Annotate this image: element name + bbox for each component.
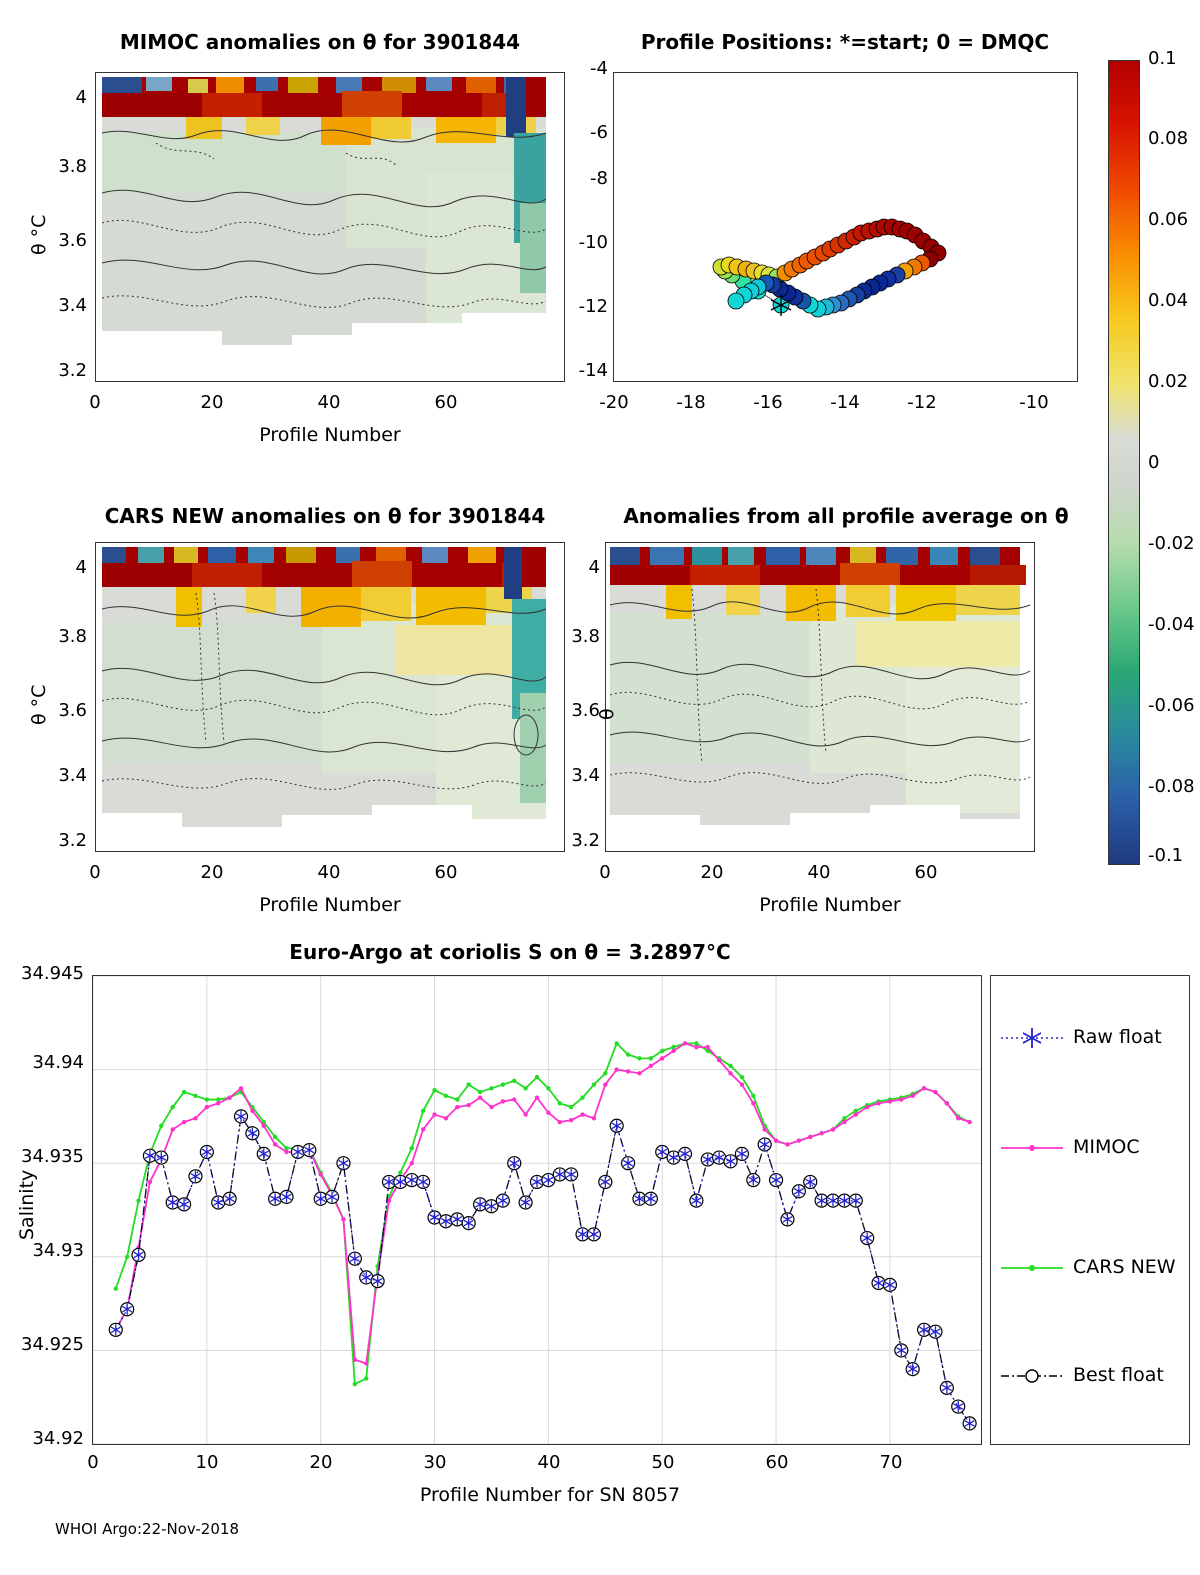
- mimoc-ytick-3: 3.8: [58, 156, 87, 177]
- mimoc-heatmap: [96, 73, 564, 381]
- salinity-xtick-6: 60: [765, 1452, 789, 1473]
- mimoc-ytick-0: 3.2: [58, 360, 87, 381]
- allprof-ytick-4: 4: [588, 557, 600, 578]
- cars-xlabel: Profile Number: [259, 894, 401, 916]
- mimoc-xtick-0: 0: [89, 392, 101, 413]
- mimoc-title: MIMOC anomalies on θ for 3901844: [119, 30, 521, 54]
- allprof-xlabel: Profile Number: [759, 894, 901, 916]
- cars-ytick-1: 3.4: [58, 765, 87, 786]
- mimoc-plot-area: [95, 72, 565, 382]
- cars-xtick-0: 0: [89, 862, 101, 883]
- cars-title: CARS NEW anomalies on θ for 3901844: [104, 504, 546, 528]
- allprof-ytick-1: 3.4: [571, 765, 600, 786]
- mimoc-ytick-2: 3.6: [58, 230, 87, 251]
- allprof-xtick-2: 40: [807, 862, 831, 883]
- mimoc-ytick-1: 3.4: [58, 295, 87, 316]
- colorbar-tick-7: -0.04: [1148, 614, 1195, 635]
- allprof-xtick-3: 60: [914, 862, 938, 883]
- allprof-ytick-3: 3.8: [571, 626, 600, 647]
- positions-xtick-3: -14: [830, 392, 860, 413]
- positions-xtick-4: -12: [907, 392, 937, 413]
- colorbar-tick-0: 0.1: [1148, 48, 1177, 69]
- positions-scatter: [614, 73, 1077, 381]
- colorbar-tick-3: 0.04: [1148, 290, 1189, 311]
- colorbar-tick-8: -0.06: [1148, 695, 1195, 716]
- colorbar-tick-1: 0.08: [1148, 128, 1189, 149]
- allprof-xtick-0: 0: [599, 862, 611, 883]
- cars-ytick-4: 4: [75, 557, 87, 578]
- salinity-xtick-1: 10: [195, 1452, 219, 1473]
- colorbar-tick-4: 0.02: [1148, 371, 1189, 392]
- positions-xtick-5: -10: [1019, 392, 1049, 413]
- colorbar-tick-9: -0.08: [1148, 776, 1195, 797]
- cars-xtick-3: 60: [434, 862, 458, 883]
- allprof-ytick-2: 3.6: [571, 700, 600, 721]
- cars-ytick-2: 3.6: [58, 700, 87, 721]
- legend-label-mimoc: MIMOC: [1073, 1136, 1140, 1158]
- colorbar-tick-10: -0.1: [1148, 845, 1184, 866]
- cars-xtick-1: 20: [200, 862, 224, 883]
- salinity-ytick-4: 34.94: [32, 1052, 84, 1073]
- allprof-heatmap: [606, 543, 1034, 851]
- positions-ytick-3: -8: [590, 168, 608, 189]
- positions-ytick-1: -12: [578, 296, 608, 317]
- mimoc-xlabel: Profile Number: [259, 424, 401, 446]
- colorbar-tick-2: 0.06: [1148, 209, 1189, 230]
- salinity-ytick-0: 34.92: [32, 1428, 84, 1449]
- cars-ytick-3: 3.8: [58, 626, 87, 647]
- positions-ytick-5: -4: [590, 58, 608, 79]
- positions-ytick-4: -6: [590, 122, 608, 143]
- legend-label-cars-new: CARS NEW: [1073, 1256, 1176, 1278]
- salinity-xtick-4: 40: [537, 1452, 561, 1473]
- mimoc-ylabel: θ °C: [28, 214, 50, 255]
- salinity-series: [93, 976, 981, 1444]
- colorbar-gradient: [1108, 60, 1140, 865]
- positions-plot-area: [613, 72, 1078, 382]
- allprof-title: Anomalies from all profile average on θ: [623, 504, 1069, 528]
- salinity-xtick-0: 0: [87, 1452, 99, 1473]
- cars-ytick-0: 3.2: [58, 830, 87, 851]
- mimoc-xtick-1: 20: [200, 392, 224, 413]
- allprof-ytick-0: 3.2: [571, 830, 600, 851]
- cars-xtick-2: 40: [317, 862, 341, 883]
- allprof-ylabel: θ: [596, 708, 618, 720]
- salinity-ylabel: Salinity: [16, 1169, 38, 1240]
- positions-xtick-1: -18: [676, 392, 706, 413]
- salinity-ytick-1: 34.925: [21, 1334, 84, 1355]
- cars-plot-area: [95, 542, 565, 852]
- salinity-xlabel: Profile Number for SN 8057: [419, 1484, 681, 1506]
- positions-xtick-2: -16: [753, 392, 783, 413]
- cars-ylabel: θ °C: [28, 684, 50, 725]
- salinity-ytick-5: 34.945: [21, 963, 84, 984]
- allprof-xtick-1: 20: [700, 862, 724, 883]
- salinity-xtick-7: 70: [879, 1452, 903, 1473]
- salinity-xtick-3: 30: [423, 1452, 447, 1473]
- mimoc-ytick-4: 4: [75, 87, 87, 108]
- positions-title: Profile Positions: *=start; 0 = DMQC: [640, 30, 1050, 54]
- cars-heatmap: [96, 543, 564, 851]
- salinity-ytick-3: 34.935: [21, 1146, 84, 1167]
- positions-ytick-0: -14: [578, 360, 608, 381]
- salinity-title: Euro-Argo at coriolis S on θ = 3.2897°C: [289, 940, 731, 964]
- colorbar-tick-5: 0: [1148, 452, 1160, 473]
- salinity-legend: [990, 975, 1190, 1445]
- salinity-ytick-2: 34.93: [32, 1240, 84, 1261]
- positions-xtick-0: -20: [599, 392, 629, 413]
- mimoc-xtick-3: 60: [434, 392, 458, 413]
- colorbar-tick-6: -0.02: [1148, 533, 1195, 554]
- legend-label-raw-float: Raw float: [1073, 1026, 1162, 1048]
- salinity-plot-area: [92, 975, 982, 1445]
- salinity-xtick-2: 20: [309, 1452, 333, 1473]
- footer-credit: WHOI Argo:22-Nov-2018: [55, 1520, 239, 1538]
- salinity-xtick-5: 50: [651, 1452, 675, 1473]
- mimoc-xtick-2: 40: [317, 392, 341, 413]
- positions-ytick-2: -10: [578, 232, 608, 253]
- allprof-plot-area: [605, 542, 1035, 852]
- legend-label-best-float: Best float: [1073, 1364, 1164, 1386]
